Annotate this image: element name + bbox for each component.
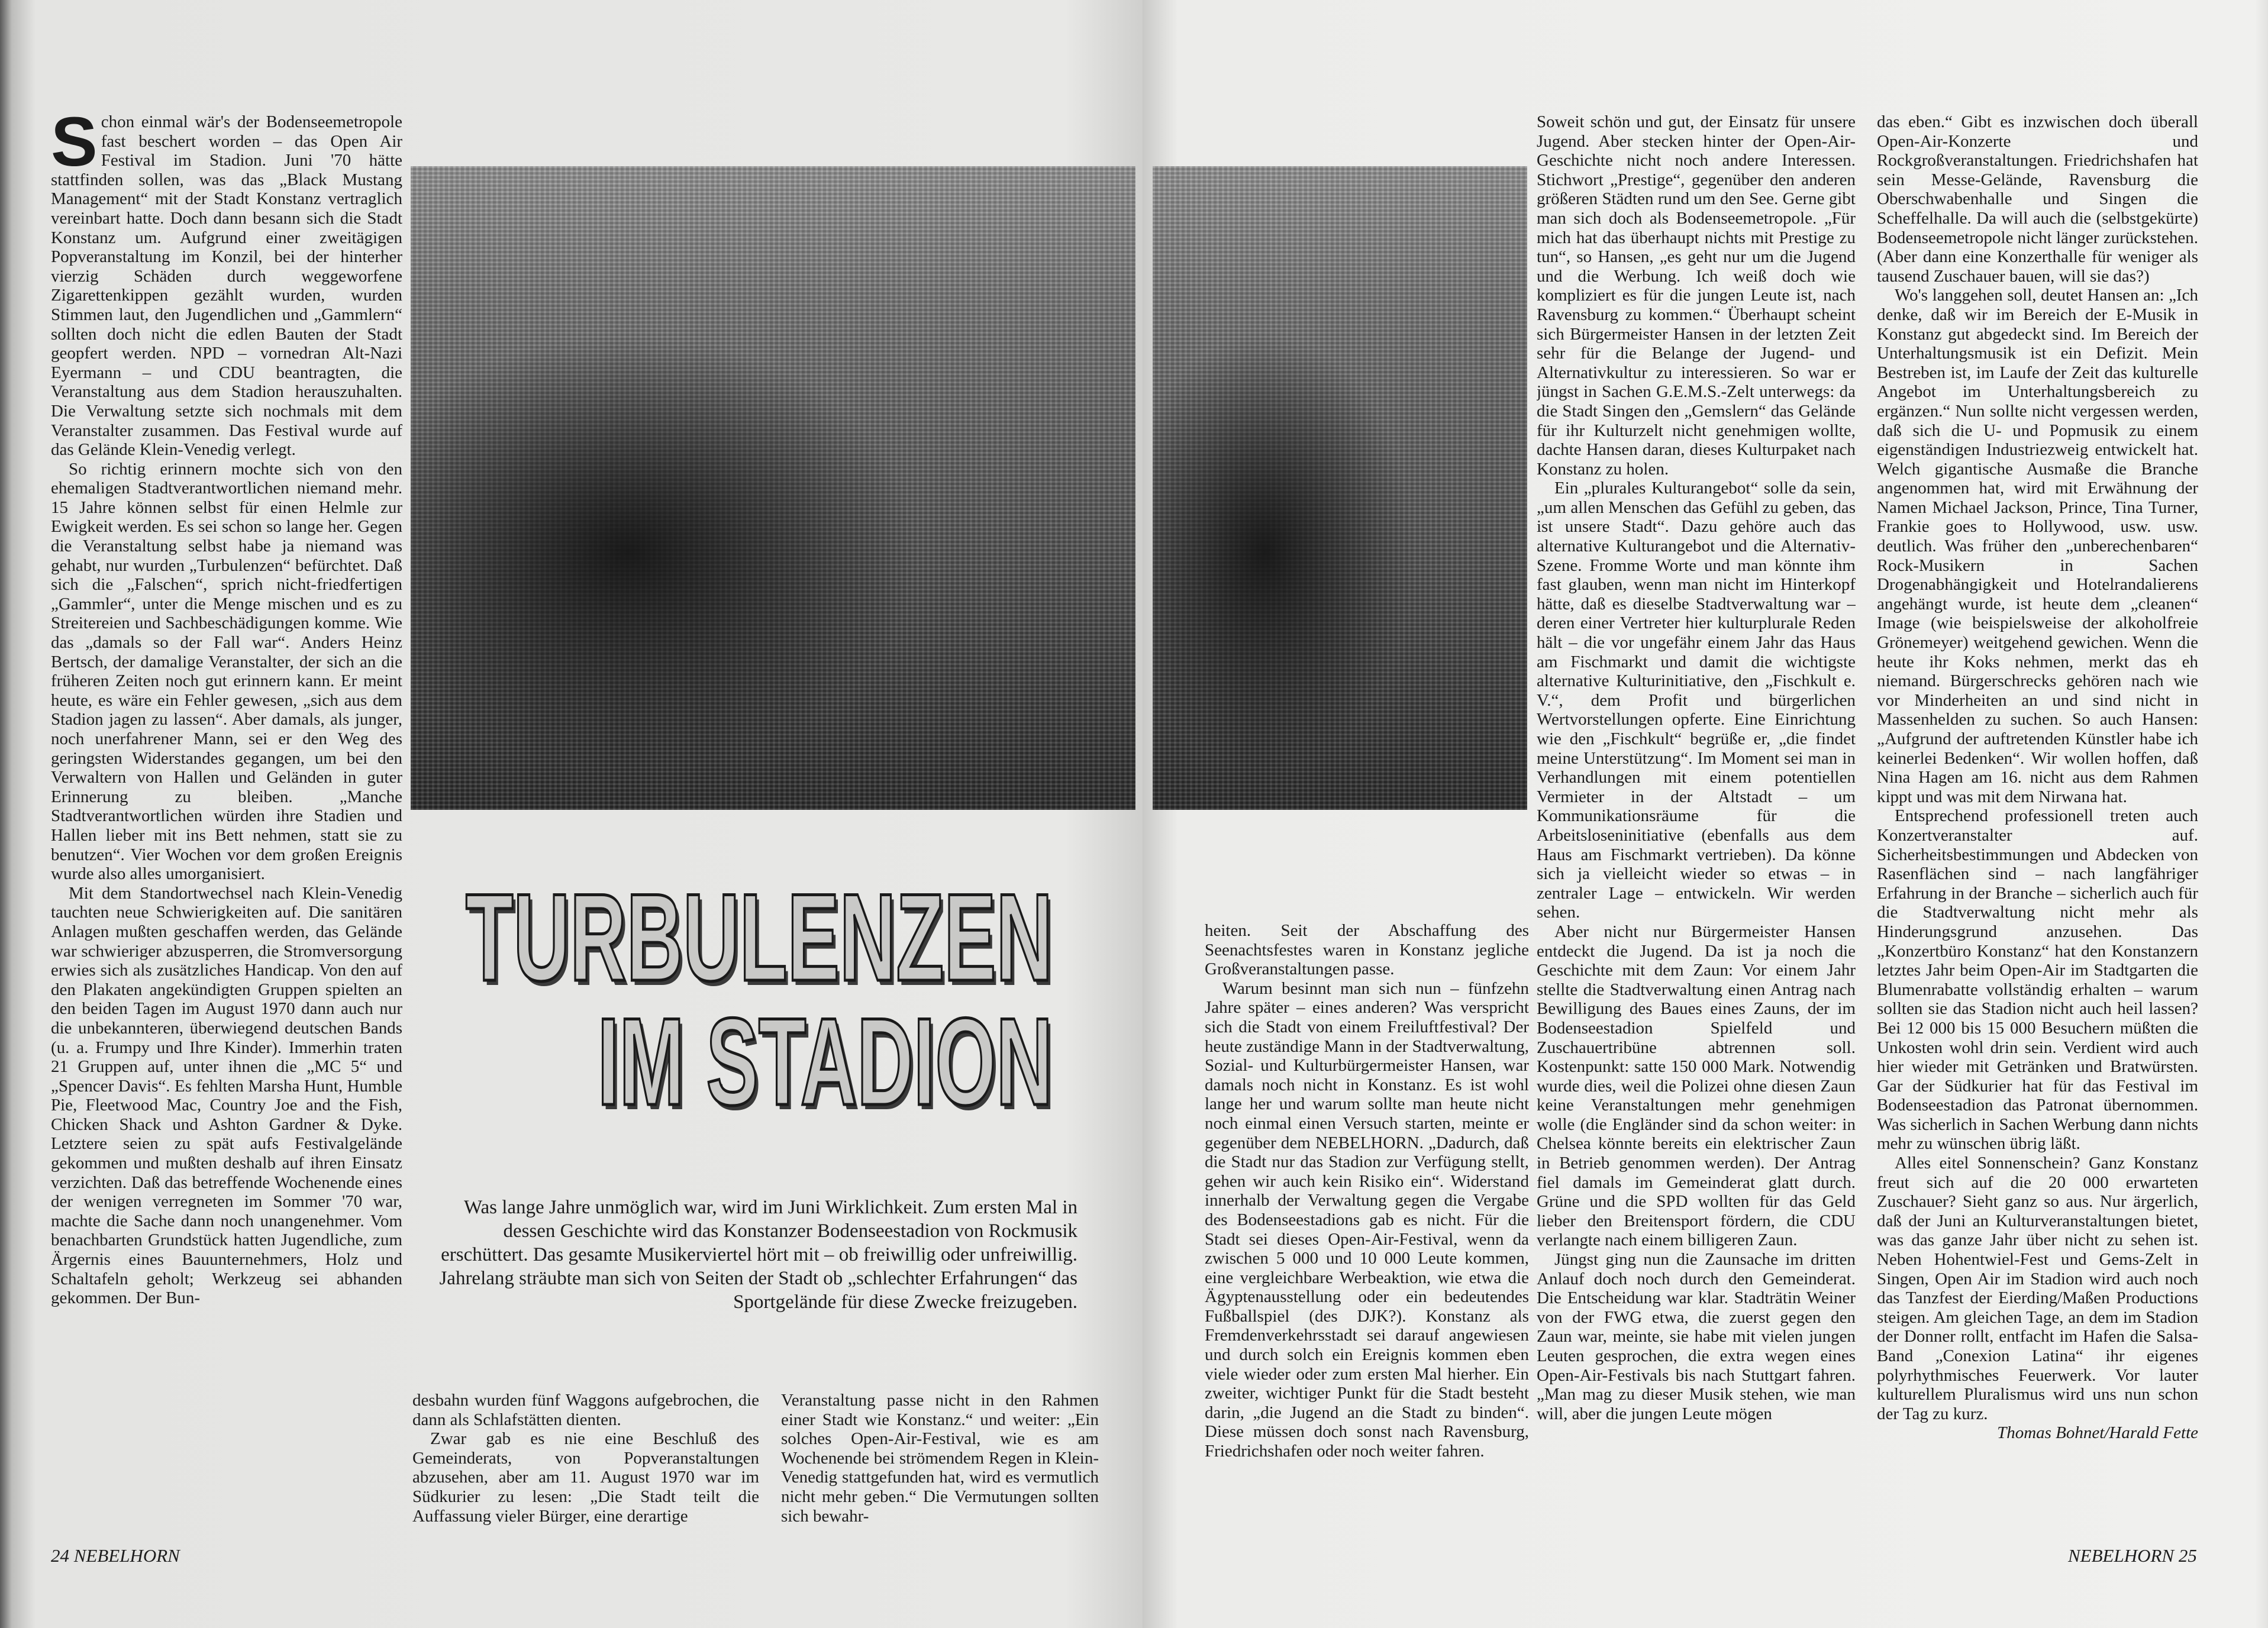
paragraph: Warum besinnt man sich nun – fünfzehn Jahre später – eines anderen? Was verspricht sich die Stadt von einem Freiluftfestival? Der heute zuständige Mann in der Stadtverwaltung, Sozial- und Kulturbürgermeister Hansen, war damals noch nicht in Konstanz. Es ist wohl lange her und warum sollte man heute nicht noch einmal einen Versuch starten, meinte er gegenüber dem NEBELHORN. „Dadurch, daß die Stadt nur das Stadion zur Verfügung stellt, gehen wir auch kein Risiko ein“. Widerstand innerhalb der Verwaltung gegen die Vergabe des Bodenseestadions gab es nicht. Für die Stadt sei dieses Open-Air-Festival, wenn da zwischen 5 000 und 10 000 Leute kommen, eine vergleichbare Werbeaktion, wie etwa die Ägyptenausstellung oder ein bedeutendes Fußballspiel (des DJK?). Konstanz als Fremdenverkehrsstadt sei darauf angewiesen und durch solch ein Ereignis kommen eben viele wieder oder zum ersten Mal hierher. Ein zweiter, wichtiger Punkt für die Stadt besteht darin, „die Jugend an die Stadt zu binden“. Diese müssen doch sonst nach Ravensburg, Friedrichshafen oder noch weiter fahren. <box>1205 978 1529 1461</box>
paragraph: Mit dem Standortwechsel nach Klein-Venedig tauchten neue Schwierigkeiten auf. Die sanitären Anlagen mußten geschaffen werden, das Gelände war schwieriger abzusperren, die Stromversorgung erwies sich als zusätzliches Handicap. Von den auf den Plakaten angekündigten Gruppen spielten an den beiden Tagen im August 1970 dann auch nur die unbekannteren, überwiegend deutschen Bands (u. a. Frumpy und Ihre Kinder). Immerhin traten 21 Gruppen auf, unter ihnen die „MC 5“ und „Spencer Davis“. Es fehlten Marsha Hunt, Humble Pie, Fleetwood Mac, Country Joe and the Fish, Chicken Shack und Ashton Gardner & Dyke. Letztere seien zu spät aufs Festivalgelände gekommen und mußten deshalb auf ihren Einsatz verzichten. Daß das betreffende Wochenende eines der wenigen verregneten im Sommer '70 war, machte die Sache dann noch unangenehmer. Vom benachbarten Grundstück hatten Jugendliche, zum Ärgernis eines Bauunternehmers, Holz und Schaltafeln geholt; Werkzeug sei abhanden gekommen. Der Bun- <box>51 883 402 1308</box>
paragraph: So richtig erinnern mochte sich von den ehemaligen Stadtverantwortlichen niemand mehr. 15 Jahre können selbst für einen Helmle zur Ewigkeit werden. Es sei schon so lange her. Gegen die Veranstaltung selbst habe ja niemand was gehabt, nur wurden „Turbulenzen“ befürchtet. Daß sich die „Falschen“, sprich nicht-friedfertigen „Gammler“, unter die Menge mischen und es zu Streitereien und Sachbeschädigungen komme. Wie das „damals so der Fall war“. Anders Heinz Bertsch, der damalige Veranstalter, der sich an die früheren Zeiten noch gut erinnern kann. Er meint heute, es wäre ein Fehler gewesen, „sich aus dem Stadion jagen zu lassen“. Aber damals, als junger, noch unerfahrener Mann, sei er den Weg des geringsten Widerstandes gegangen, um bei den Verwaltern von Hallen und Geländen in guter Erinnerung zu bleiben. „Manche Stadtverantwortlichen würden ihre Stadien und Hallen lieber mit ins Bett nehmen, statt sie zu benutzen“. Vier Wochen vor dem großen Ereignis wurde also alles umorganisiert. <box>51 459 402 884</box>
page-number-right: 25 <box>2178 1545 2197 1566</box>
paragraph: Veranstaltung passe nicht in den Rahmen einer Stadt wie Konstanz.“ und weiter: „Ein solches Open-Air-Festival, wie es am Wochenende bei strömendem Regen in Klein-Venedig stattgefunden hat, wird es vermutlich nicht mehr geben.“ Die Vermutungen sollten sich bewahr- <box>781 1391 1099 1526</box>
concert-photo-right <box>1153 166 1527 810</box>
paragraph: Aber nicht nur Bürgermeister Hansen entdeckt die Jugend. Da ist ja noch die Geschichte mit dem Zaun: Vor einem Jahr stellte die Stadtverwaltung einen Antrag nach Bewilligung des Baues eines Zauns, der im Bodenseestadion Spielfeld und Zuschauertribüne abtrennen soll. Kostenpunkt: satte 150 000 Mark. Notwendig wurde dies, weil die Polizei ohne diesen Zaun keine Veranstaltungen mehr genehmigen wolle (die Engländer sind da schon weiter: in Chelsea könnte bereits ein elektrischer Zaun in Betrieb genommen werden). Der Antrag fiel damals im Gemeinderat glatt durch. Grüne und die SPD wollten für das Geld lieber den Breitensport fördern, die CDU verlangte nach einem billigeren Zaun. <box>1537 922 1856 1250</box>
article-column-3 <box>781 1391 1099 1539</box>
concert-photo-left <box>411 166 1135 810</box>
paragraph: Zwar gab es nie eine Beschluß des Gemeinderats, von Popveranstaltungen abzusehen, aber am 11. August 1970 war im Südkurier zu lesen: „Die Stadt teilt die Auffassung vieler Bürger, eine derartige <box>412 1429 759 1526</box>
paragraph: heiten. Seit der Abschaffung des Seenachtsfestes waren in Konstanz jegliche Großveranstaltungen passe. <box>1205 921 1529 979</box>
article-column-6 <box>1877 112 2198 1544</box>
byline: Thomas Bohnet/Harald Fette <box>1997 1423 2198 1443</box>
magazine-name-left: NEBELHORN <box>73 1545 180 1566</box>
headline-line-2: IM STADION <box>597 992 1053 1131</box>
headline-line-1: TURBULENZEN <box>465 868 1053 1007</box>
paragraph: Ein „plurales Kulturangebot“ solle da sein, „um allen Menschen das Gefühl zu geben, das ist unsere Stadt“. Dazu gehöre auch das alternative Kulturangebot und die Alternativ-Szene. Fromme Worte und man könnte ihm fast glauben, wenn man nicht im Hinterkopf hätte, daß es dieselbe Stadtverwaltung war – deren einer Vertreter hier kulturplurale Reden hält – die vor ungefähr einem Jahr das Haus am Fischmarkt und damit die wichtigste alternative Kulturinitiative, den „Fischkult e. V.“, dem Profit und bürgerlichen Wertvorstellungen opferte. Eine Einrichtung wie den „Fischkult“ begrüße er, „die findet meine Unterstützung“. Im Moment sei man in Verhandlungen mit einem potentiellen Vermieter in der Altstadt – um Kommunikationsräume für die Arbeitsloseninitiative (ebenfalls aus dem Haus am Fischmarkt vertrieben). Da könne sich ja vielleicht wieder so etwas – in zentraler Lage – entwickeln. Wir werden sehen. <box>1537 479 1856 922</box>
drop-cap: S <box>51 112 98 181</box>
footer-left <box>51 1545 180 1566</box>
magazine-name-right: NEBELHORN <box>2068 1545 2175 1566</box>
article-column-2 <box>412 1391 759 1539</box>
paragraph: Jüngst ging nun die Zaunsache im dritten Anlauf doch noch durch den Gemeinderat. Die Entscheidung war klar. Stadträtin Weiner von der FWG etwa, die zuerst gegen den Zaun war, meinte, sie habe mit vielen jungen Leuten gesprochen, die extra wegen eines Open-Air-Festivals bis nach Stuttgart fahren. „Man mag zu dieser Musik stehen, wie man will, aber die jungen Leute mögen <box>1537 1250 1856 1423</box>
article-column-5 <box>1537 112 1856 1538</box>
lead-paragraph: Was lange Jahre unmöglich war, wird im Juni Wirklichkeit. Zum ersten Mal in dessen Geschichte wird das Konstanzer Bodenseestadion von Rockmusik erschüttert. Das gesamte Musikerviertel hört mit – ob freiwillig oder unfreiwillig. Jahrelang sträubte man sich von Seiten der Stadt ob „schlechter Erfahrungen“ das Sportgelände für diese Zwecke freizugeben. <box>439 1197 1077 1313</box>
paragraph: Alles eitel Sonnenschein? Ganz Konstanz freut sich auf die 20 000 erwarteten Zuschauer? Sieht ganz so aus. Nur ärgerlich, daß der Juni an Kulturveranstaltungen bietet, was das ganze Jahr über nicht zu sehen ist. Neben Hohentwiel-Fest und Gems-Zelt in Singen, Open Air im Stadion wird auch noch das Tanzfest der Eierding/Maßen Productions steigen. Am gleichen Tage, an dem im Stadion der Donner rollt, entfacht im Hafen die Salsa-Band „Conexion Latina“ ihr eigenes polyrhythmisches Feuerwerk. Vor lauter kulturellem Pluralismus wird uns nun schon der Tag zu kurz. <box>1877 1154 2198 1423</box>
article-column-1 <box>51 112 402 1538</box>
paragraph: chon einmal wär's der Bodenseemetropole fast beschert worden – das Open Air Festival im Stadion. Juni '70 hätte stattfinden sollen, was das „Black Mustang Management“ mit der Stadt Konstanz vertraglich vereinbart hatte. Doch dann besann sich die Stadt Konstanz um. Aufgrund einer zweitägigen Popveranstaltung im Konzil, bei der hinterher vierzig Schäden durch weggeworfene Zigarettenkippen gezählt wurden, wurden Stimmen laut, den Jugendlichen und „Gammlern“ sollten doch nicht die edlen Bauten der Stadt geopfert werden. NPD – vornedran Alt-Nazi Eyermann – und CDU beantragten, die Veranstaltung aus dem Stadion herauszuhalten. Die Verwaltung setzte sich nochmals mit dem Veranstalter zusammen. Das Festival wurde auf das Gelände Klein-Venedig verlegt. <box>51 112 402 460</box>
paragraph: Entsprechend professionell treten auch Konzertveranstalter auf. Sicherheitsbestimmungen und Abdecken von Rasenflächen sind – nach langfähriger Erfahrung in der Branche – sicherlich auch für die Stadtverwaltung nicht mehr als Hinderungsgrund anzusehen. Das „Konzertbüro Konstanz“ hat den Konstanzern letztes Jahr beim Open-Air im Stadtgarten die Blumenrabatte vollständig erhalten – warum sollten sie das Stadion nicht auch heil lassen? Bei 12 000 bis 15 000 Besuchern müßten die Unkosten wohl drin sein. Verdient wird auch hier wieder mit Getränken und Bratwürsten. Gar der Südkurier hat für das Festival im Bodenseestadion das Patronat übernommen. Was sicherlich in Sachen Werbung dann nichts mehr zu wünschen übrig läßt. <box>1877 806 2198 1154</box>
article-column-4 <box>1205 921 1529 1538</box>
footer-right <box>2068 1545 2197 1566</box>
paragraph: desbahn wurden fünf Waggons aufgebrochen, die dann als Schlafstätten dienten. <box>412 1391 759 1429</box>
paragraph: das eben.“ Gibt es inzwischen doch überall Open-Air-Konzerte und Rockgroßveranstaltungen. Friedrichshafen hat sein Messe-Gelände, Ravensburg die Oberschwabenhalle und Singen die Scheffelhalle. Da will auch die (selbstgekürte) Bodenseemetropole nicht länger zurückstehen. (Aber dann eine Konzerthalle für weniger als tausend Zuschauer bauen, will sie das?) <box>1877 112 2198 286</box>
page-number-left: 24 <box>51 1545 69 1566</box>
paragraph: Soweit schön und gut, der Einsatz für unsere Jugend. Aber stecken hinter der Open-Air-Geschichte nicht noch andere Interessen. Stichwort „Prestige“, gegenüber den anderen größeren Städten rund um den See. Gerne gibt man sich doch als Bodenseemetropole. „Für mich hat das überhaupt nichts mit Prestige zu tun“, so Hansen, „es geht nur um die Jugend und die Werbung. Ich weiß doch wie kompliziert es für die jungen Leute ist, nach Ravensburg zu kommen.“ Überhaupt scheint sich Bürgermeister Hansen in der letzten Zeit sehr für die Belange der Jugend- und Alternativkultur zu interessieren. So war er jüngst in Sachen G.E.M.S.-Zelt unterwegs: da die Stadt Singen den „Gemslern“ das Gelände für ihr Kulturzelt nicht genehmigen wollte, dachte Hansen daran, dieses Kulturpaket nach Konstanz zu holen. <box>1537 112 1856 479</box>
paragraph: Wo's langgehen soll, deutet Hansen an: „Ich denke, daß wir im Bereich der E-Musik in Konstanz gut abgedeckt sind. Im Bereich der Unterhaltungsmusik ist ein Defizit. Mein Bestreben ist, im Laufe der Zeit das kulturelle Angebot im Unterhaltungsbereich zu ergänzen.“ Nun sollte nicht vergessen werden, daß sich die U- und Popmusik zu einem eigenständigen Industriezweig entwickelt hat. Welch gigantische Ausmaße die Branche angenommen hat, wird mit Erwähnung der Namen Michael Jackson, Prince, Tina Turner, Frankie goes to Hollywood, usw. usw. deutlich. Was früher den „unberechenbaren“ Rock-Musikern in Sachen Drogenabhängigkeit und Hotelrandalierens angehängt wurde, ist heute dem „cleanen“ Image (wie beispielsweise der alkoholfreie Grönemeyer) weitgehend gewichen. Wenn die heute ihr Koks nehmen, merkt das eh niemand. Bürgerschrecks gehören nach wie vor Minderheiten an und sind nicht in Massenhelden zu suchen. So auch Hansen: „Aufgrund der auftretenden Künstler habe ich keinerlei Bedenken“. Wir wollen hoffen, daß Nina Hagen am 16. nicht aus dem Rahmen kippt und was mit dem Nirwana hat. <box>1877 286 2198 806</box>
